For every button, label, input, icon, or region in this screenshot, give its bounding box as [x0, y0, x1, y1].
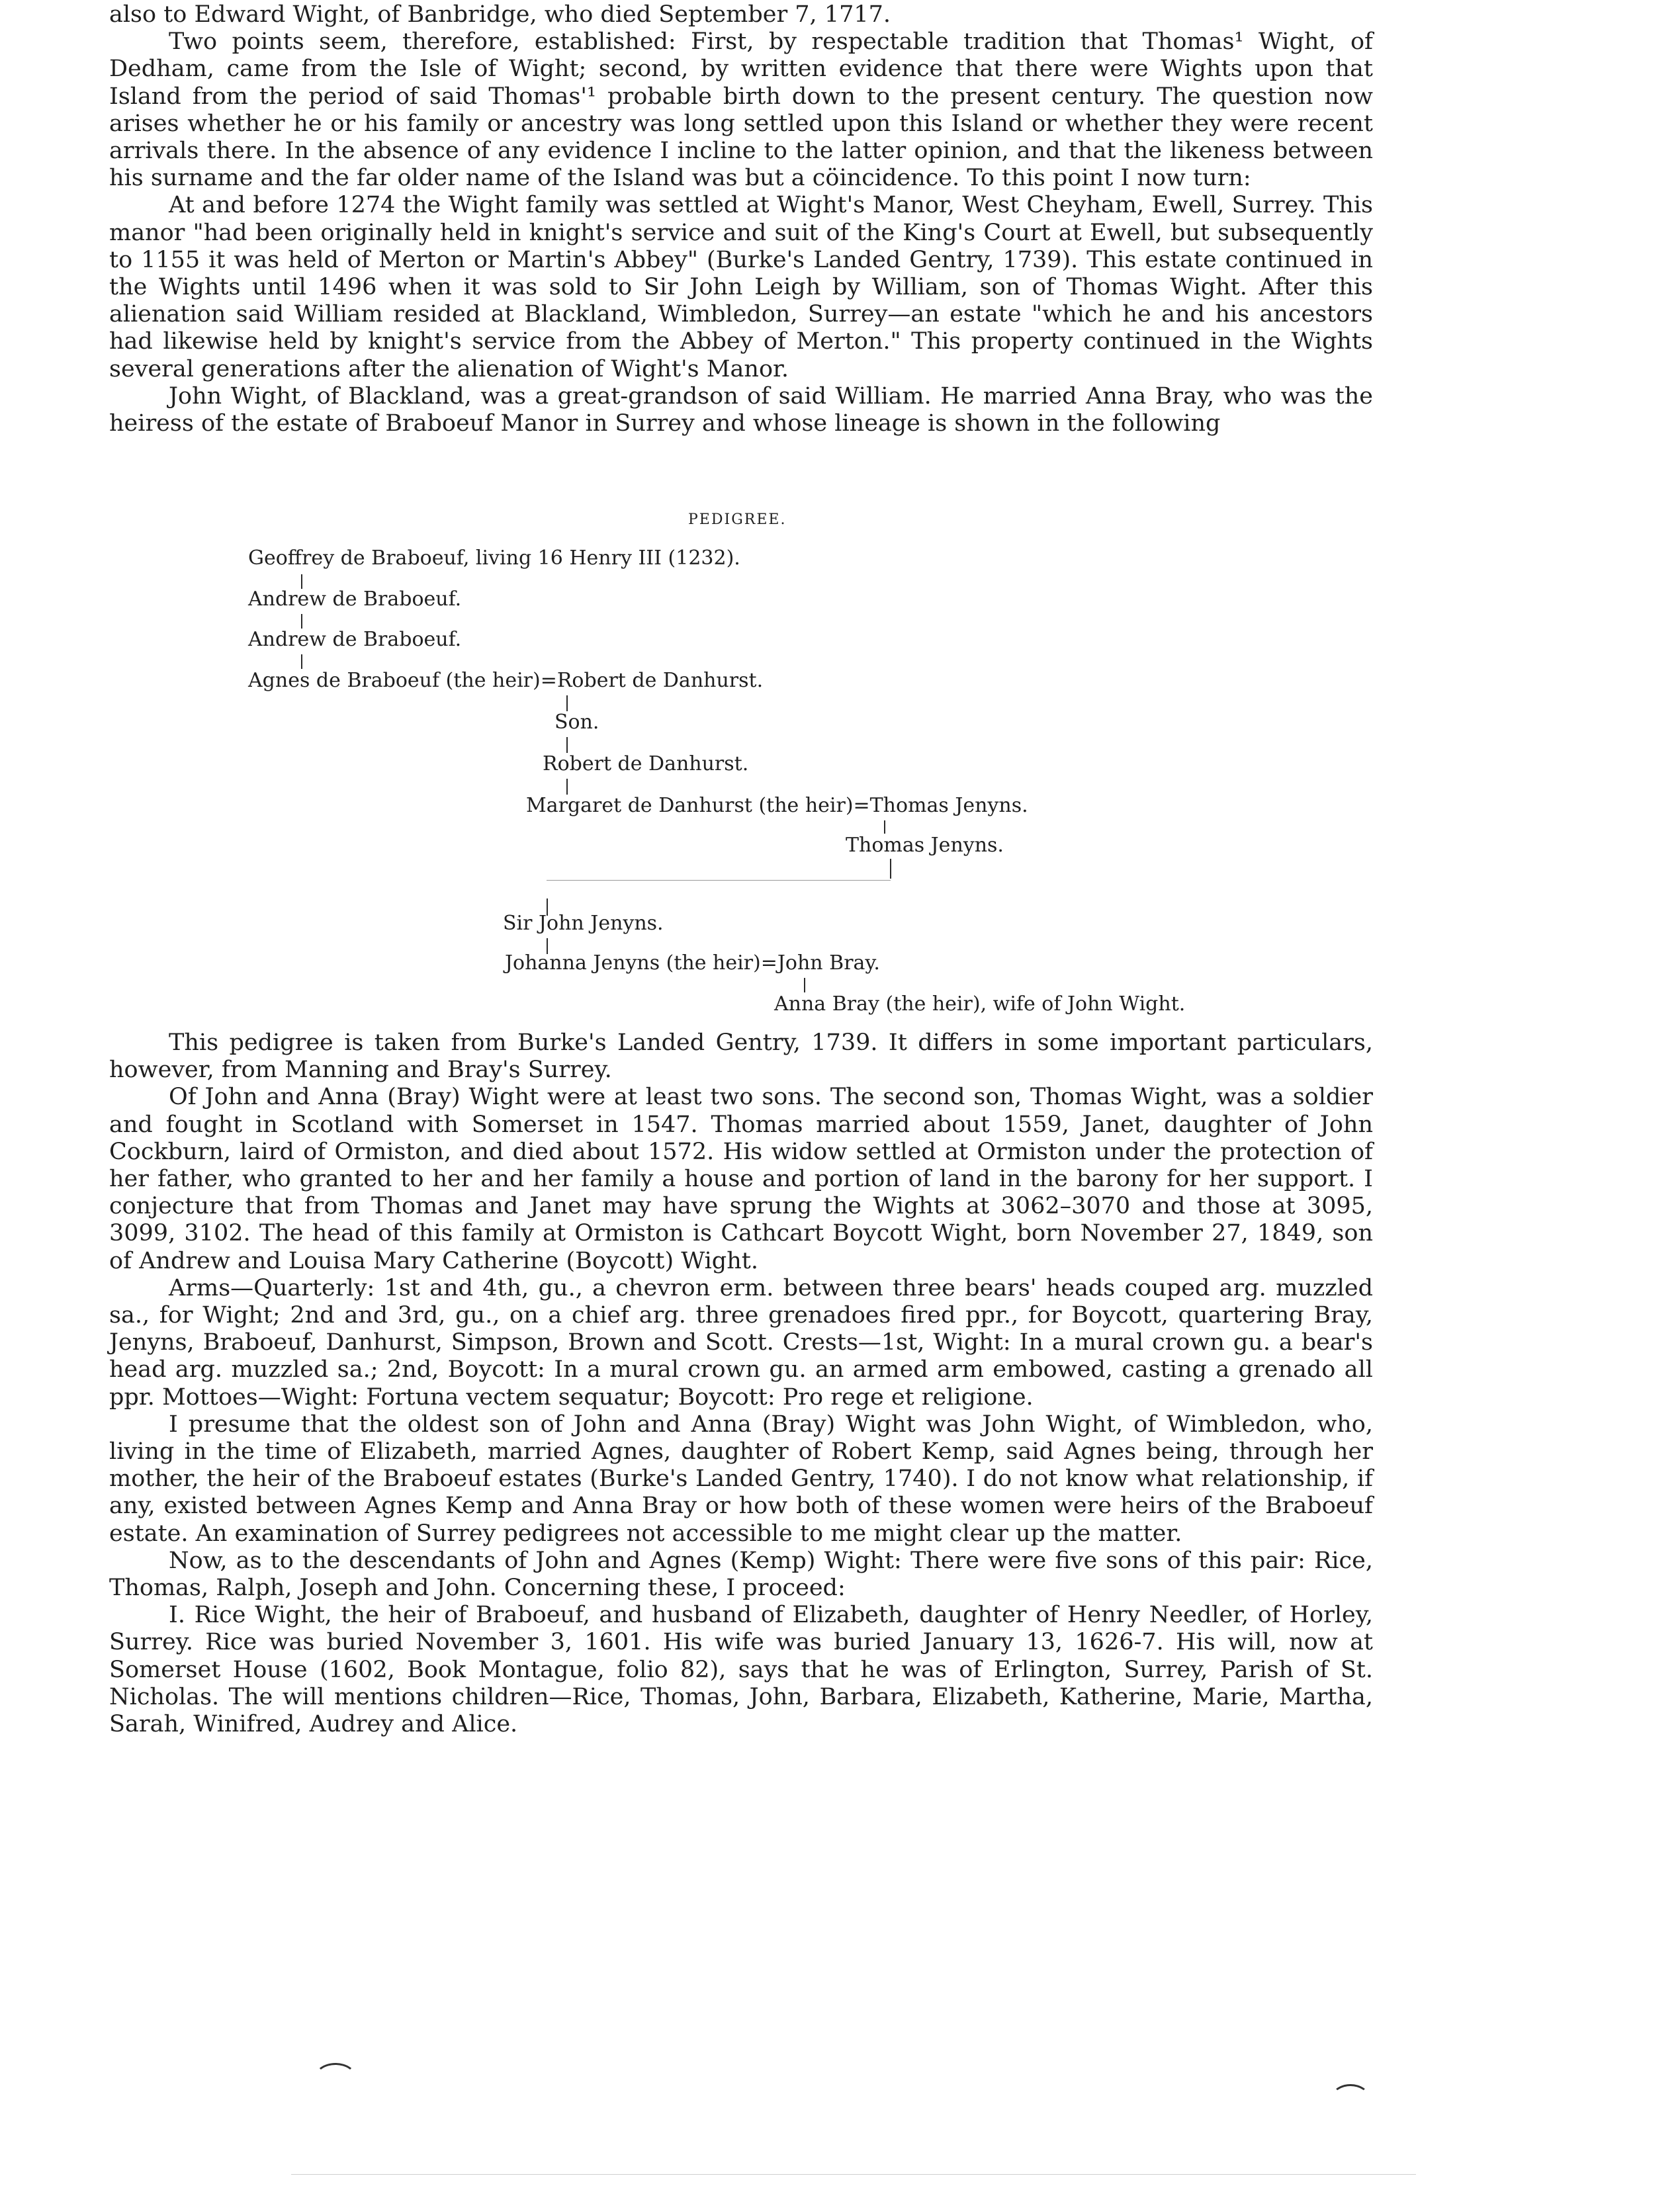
- pedigree-entry: Geoffrey de Braboeuf, living 16 Henry III (1232).: [248, 546, 740, 570]
- paragraph-five-sons: Now, as to the descendants of John and Agnes (Kemp) Wight: There were five sons of this pair: Rice, Thomas, Ralph, Joseph and John. Concerning these, I proceed:: [109, 1547, 1373, 1602]
- pedigree-branch-line: [547, 880, 891, 881]
- pedigree-entry: Johanna Jenyns (the heir)=John Bray.: [505, 951, 880, 975]
- paragraph-oldest-son: I presume that the oldest son of John and Anna (Bray) Wight was John Wight, of Wimbledon, who, living in the time of Elizabeth, married Agnes, daughter of Robert Kemp, said Agnes being, through her mother, the heir of the Braboeuf estates (Burke's Landed Gentry, 1740). I do not know what relationship, if any, existed between Agnes Kemp and Anna Bray or how both of these women were heirs of the Braboeuf estate. An examination of Surrey pedigrees not accessible to me might clear up the matter.: [109, 1411, 1373, 1547]
- paragraph-wights-manor: At and before 1274 the Wight family was settled at Wight's Manor, West Cheyham, Ewell, Surrey. This manor "had been originally held in knight's service and suit of the King's Court at Ewell, but subsequently to 1155 it was held of Merton or Martin's Abbey" (Burke's Landed Gentry, 1739). This estate continued in the Wights until 1496 when it was sold to Sir John Leigh by William, son of Thomas Wight. After this alienation said William resided at Blackland, Wimbledon, Surrey—an estate "which he and his ancestors had likewise held by knight's service from the Abbey of Merton." This property continued in the Wights several generations after the alienation of Wight's Manor.: [109, 192, 1373, 382]
- bottom-text-block: [109, 1029, 1373, 1738]
- pedigree-connector: [804, 978, 805, 992]
- pedigree-entry: Andrew de Braboeuf.: [248, 628, 462, 651]
- pedigree-connector: [566, 695, 568, 711]
- pedigree-connector: [301, 574, 302, 589]
- paragraph-two-points: Two points seem, therefore, established: First, by respectable tradition that Thomas¹ Wight, of Dedham, came from the Isle of Wight; second, by written evidence that there were Wights upon that Island from the period of said Thomas'¹ probable birth down to the present century. The question now arises whether he or his family or ancestry was long settled upon this Island or whether they were recent arrivals there. In the absence of any evidence I incline to the latter opinion, and that the likeness between his surname and the far older name of the Island was but a cöincidence. To this point I now turn:: [109, 28, 1373, 192]
- page-edge-line: [291, 2174, 1416, 2175]
- binding-hole-mark-left: [314, 2063, 357, 2093]
- paragraph-arms: Arms—Quarterly: 1st and 4th, gu., a chevron erm. between three bears' heads couped arg. muzzled sa., for Wight; 2nd and 3rd, gu., on a chief arg. three grenadoes fired ppr., for Boycott, quartering Bray, Jenyns, Braboeuf, Danhurst, Simpson, Brown and Scott. Crests—1st, Wight: In a mural crown gu. a bear's head arg. muzzled sa.; 2nd, Boycott: In a mural crown gu. an armed arm embowed, casting a grenado all ppr. Mottoes—Wight: Fortuna vectem sequatur; Boycott: Pro rege et religione.: [109, 1274, 1373, 1411]
- pedigree-entry: Margaret de Danhurst (the heir)=Thomas Jenyns.: [526, 794, 1028, 817]
- pedigree-connector: [301, 614, 302, 629]
- pedigree-entry: Agnes de Braboeuf (the heir)=Robert de Danhurst.: [248, 669, 764, 692]
- pedigree-connector: [890, 859, 891, 879]
- pedigree-entry: Robert de Danhurst.: [543, 752, 749, 775]
- binding-hole-mark-right: [1331, 2084, 1370, 2112]
- top-text-block: [109, 1, 1373, 437]
- pedigree-connector: [301, 654, 302, 669]
- paragraph-pedigree-source: This pedigree is taken from Burke's Landed Gentry, 1739. It differs in some important particulars, however, from Manning and Bray's Surrey.: [109, 1029, 1373, 1084]
- pedigree-connector: [566, 737, 568, 753]
- pedigree-entry: Sir John Jenyns.: [503, 912, 664, 935]
- paragraph-continuation: also to Edward Wight, of Banbridge, who died September 7, 1717.: [109, 1, 891, 28]
- pedigree-entry: Thomas Jenyns.: [846, 834, 1004, 857]
- pedigree-entry: Son.: [554, 711, 599, 734]
- paragraph-two-sons: Of John and Anna (Bray) Wight were at least two sons. The second son, Thomas Wight, was a soldier and fought in Scotland with Somerset in 1547. Thomas married about 1559, Janet, daughter of John Cockburn, laird of Ormiston, and died about 1572. His widow settled at Ormiston under the protection of her father, who granted to her and her family a house and portion of land in the barony for her support. I conjecture that from Thomas and Janet may have sprung the Wights at 3062–3070 and those at 3095, 3099, 3102. The head of this family at Ormiston is Cathcart Boycott Wight, born November 27, 1849, son of Andrew and Louisa Mary Catherine (Boycott) Wight.: [109, 1084, 1373, 1274]
- pedigree-entry: Andrew de Braboeuf.: [248, 588, 462, 611]
- pedigree-title: PEDIGREE.: [688, 511, 787, 528]
- pedigree-entry: Anna Bray (the heir), wife of John Wight.: [774, 992, 1186, 1016]
- paragraph-john-wight-blackland: John Wight, of Blackland, was a great-grandson of said William. He married Anna Bray, who was the heiress of the estate of Braboeuf Manor in Surrey and whose lineage is shown in the following: [109, 382, 1373, 437]
- pedigree-connector: [884, 820, 885, 834]
- paragraph-rice-wight: I. Rice Wight, the heir of Braboeuf, and husband of Elizabeth, daughter of Henry Needler, of Horley, Surrey. Rice was buried November 3, 1601. His wife was buried January 13, 1626-7. His will, now at Somerset House (1602, Book Montague, folio 82), says that he was of Erlington, Surrey, Parish of St. Nicholas. The will mentions children—Rice, Thomas, John, Barbara, Elizabeth, Katherine, Marie, Martha, Sarah, Winifred, Audrey and Alice.: [109, 1602, 1373, 1738]
- pedigree-connector: [566, 779, 568, 795]
